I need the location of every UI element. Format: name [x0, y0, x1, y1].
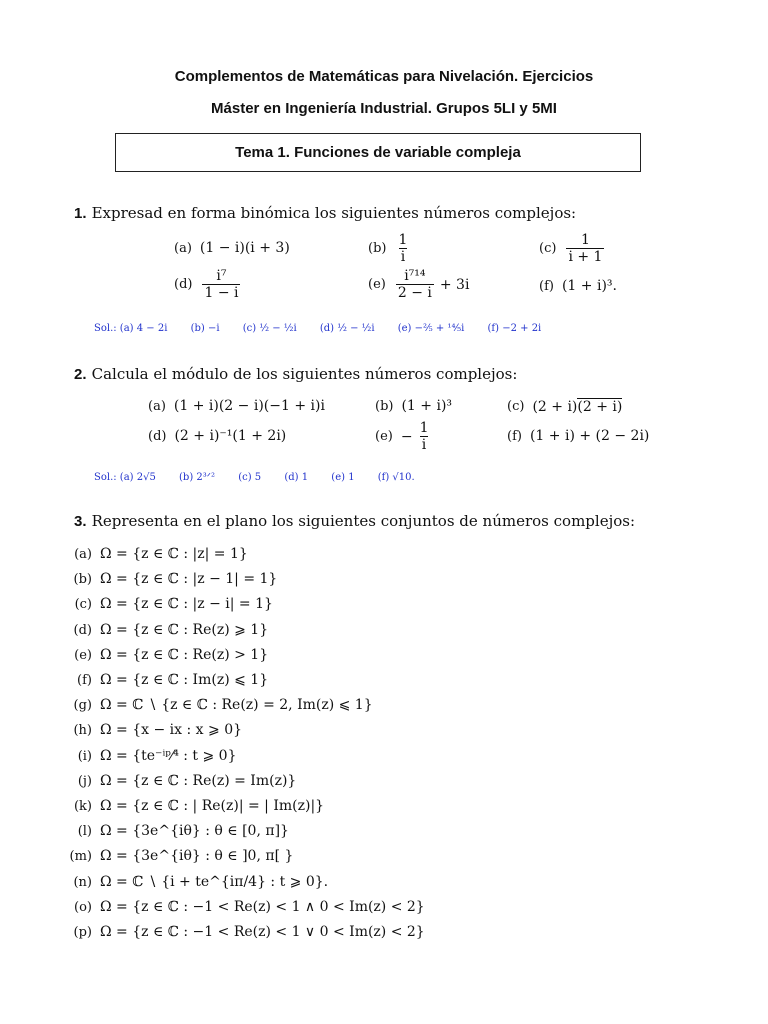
q1-item-f: [539, 278, 617, 294]
item-expression: Ω = {te⁻ⁱᵖ⁄⁴ : t ⩾ 0}: [100, 747, 237, 764]
item-expression: Ω = {z ∈ ℂ : Re(z) = Im(z)}: [100, 772, 297, 789]
q3-item-g: [62, 693, 425, 718]
question-1-heading: [74, 203, 576, 222]
item-expression: (1 + i)³: [401, 398, 453, 414]
item-expression: Ω = {z ∈ ℂ : |z| = 1}: [100, 546, 248, 562]
item-label: (b): [375, 398, 394, 414]
denominator: 1 − i: [204, 285, 239, 301]
q3-item-m: [62, 844, 425, 869]
item-expression: (2 + i): [532, 398, 578, 415]
item-label: (o): [74, 899, 92, 915]
q1-item-c: [539, 232, 606, 265]
q3-item-c: [62, 592, 425, 617]
item-expression: Ω = {3e^{iθ} : θ ∈ ]0, π[ }: [100, 848, 294, 865]
q3-item-l: [62, 819, 425, 844]
item-conjugate: (2 + i): [577, 399, 623, 415]
q3-item-o: [62, 895, 425, 920]
item-label: (e): [368, 277, 386, 292]
item-label: (n): [73, 874, 92, 890]
numerator: i⁷¹⁴: [404, 268, 426, 284]
item-label: (e): [375, 429, 393, 444]
q3-set-list: [62, 542, 425, 945]
solution: Sol.: (a) 2√5: [94, 472, 156, 483]
solution: (b) −i: [190, 323, 220, 334]
q1-item-b: [368, 232, 411, 265]
question-number: 1.: [74, 205, 87, 222]
item-expression: Ω = ℂ ∖ {z ∈ ℂ : Re(z) = 2, Im(z) ⩽ 1}: [100, 697, 373, 714]
item-expression: Ω = {z ∈ ℂ : |z − 1| = 1}: [100, 571, 278, 588]
item-label: (j): [77, 773, 92, 789]
item-label: (d): [73, 622, 92, 638]
fraction: [418, 420, 431, 453]
item-label: (i): [77, 748, 92, 764]
item-label: (a): [74, 547, 92, 562]
item-label: (f): [539, 278, 554, 294]
topic-title: Tema 1. Funciones de variable compleja: [235, 144, 521, 161]
item-label: (p): [73, 925, 92, 941]
fraction: [396, 232, 409, 265]
item-label: (f): [507, 428, 522, 444]
item-label: (b): [368, 241, 387, 256]
item-label: (d): [174, 277, 193, 292]
item-expression: Ω = {z ∈ ℂ : Im(z) ⩽ 1}: [100, 672, 269, 689]
item-expression: (1 + i) + (2 − 2i): [529, 428, 650, 444]
solution: (f) −2 + 2i: [487, 323, 542, 334]
item-label: (l): [77, 824, 92, 840]
solution: (d) 1: [284, 472, 309, 483]
item-label: (g): [73, 698, 92, 714]
item-label: (c): [507, 399, 525, 414]
item-expression: Ω = {z ∈ ℂ : −1 < Re(z) < 1 ∨ 0 < Im(z) < 2}: [100, 924, 425, 941]
q3-item-k: [62, 794, 425, 819]
q3-item-j: [62, 769, 425, 794]
q3-item-e: [62, 643, 425, 668]
q2-item-f: [507, 428, 649, 444]
q1-item-d: [174, 268, 242, 301]
solution: (c) 5: [238, 472, 262, 483]
item-label: (c): [539, 241, 557, 256]
item-expression: (1 + i)³.: [561, 278, 617, 294]
solution: (b) 2³ᐟ²: [179, 472, 216, 483]
fraction: [202, 268, 240, 301]
q2-item-a: [148, 398, 325, 414]
item-expression: (1 − i)(i + 3): [199, 240, 290, 256]
q3-item-f: [62, 668, 425, 693]
q2-item-d: [148, 428, 286, 444]
fraction: [396, 268, 434, 301]
question-text: Calcula el módulo de los siguientes números complejos:: [91, 365, 518, 383]
q3-item-n: [62, 870, 425, 895]
item-expression: Ω = {z ∈ ℂ : | Re(z)| = | Im(z)|}: [100, 798, 325, 815]
question-text: Expresad en forma binómica los siguientes números complejos:: [91, 204, 577, 222]
question-text: Representa en el plano los siguientes conjuntos de números complejos:: [91, 512, 636, 530]
item-label: (a): [174, 240, 192, 256]
solution: (c) ½ − ½i: [242, 323, 297, 334]
item-expression: Ω = {z ∈ ℂ : |z − i| = 1}: [100, 596, 273, 613]
item-expression: Ω = {x − ix : x ⩾ 0}: [100, 722, 243, 739]
q3-item-b: [62, 567, 425, 592]
denominator: i + 1: [568, 249, 603, 265]
fraction: [566, 232, 604, 265]
numerator: 1: [398, 232, 408, 248]
item-label: (b): [73, 572, 92, 588]
solution: Sol.: (a) 4 − 2i: [94, 323, 168, 334]
item-label: (c): [74, 597, 92, 613]
question-number: 2.: [74, 366, 87, 383]
numerator: 1: [419, 420, 429, 436]
q3-item-i: [62, 744, 425, 769]
item-expression: Ω = ℂ ∖ {i + te^{iπ/4} : t ⩾ 0}.: [100, 873, 329, 890]
question-3-heading: [74, 511, 635, 530]
item-expression: Ω = {3e^{iθ} : θ ∈ [0, π]}: [100, 823, 289, 840]
solution: (e) 1: [331, 472, 355, 483]
denominator: 2 − i: [397, 285, 432, 301]
item-expression: Ω = {z ∈ ℂ : Re(z) > 1}: [100, 646, 269, 663]
item-tail: + 3i: [439, 276, 470, 293]
document-title: Complementos de Matemáticas para Nivelación. Ejercicios: [174, 68, 594, 85]
q2-solutions: [94, 472, 435, 483]
item-label: (f): [77, 673, 92, 689]
question-2-heading: [74, 364, 517, 383]
q3-item-h: [62, 718, 425, 743]
q3-item-p: [62, 920, 425, 945]
item-expression: (2 + i)⁻¹(1 + 2i): [174, 428, 287, 444]
item-label: (e): [74, 647, 92, 663]
question-number: 3.: [74, 513, 87, 530]
numerator: 1: [580, 232, 590, 248]
q2-item-b: [375, 398, 452, 414]
denominator: i: [400, 249, 406, 265]
solution: (f) √10.: [377, 472, 415, 483]
solution: (d) ½ − ½i: [319, 323, 375, 334]
q3-item-a: [62, 542, 425, 567]
q2-item-e: [375, 420, 433, 453]
solution: (e) −⅖ + ¹⁴⁄₅i: [397, 323, 465, 334]
document-subtitle: Máster en Ingeniería Industrial. Grupos 5LI y 5MI: [211, 100, 557, 117]
item-expression: (1 + i)(2 − i)(−1 + i)i: [173, 398, 325, 414]
item-expression: Ω = {z ∈ ℂ : Re(z) ⩾ 1}: [100, 621, 269, 638]
topic-box: [115, 133, 641, 172]
item-label: (h): [73, 723, 92, 739]
q1-solutions: [94, 323, 561, 334]
q2-item-c: [507, 398, 622, 415]
item-label: (m): [69, 849, 92, 865]
q1-item-a: [174, 240, 290, 256]
item-label: (a): [148, 398, 166, 414]
q3-item-d: [62, 618, 425, 643]
numerator: i⁷: [216, 268, 227, 284]
item-prefix: −: [400, 428, 413, 445]
denominator: i: [421, 437, 427, 453]
item-expression: Ω = {z ∈ ℂ : −1 < Re(z) < 1 ∧ 0 < Im(z) < 2}: [100, 898, 425, 915]
item-label: (k): [73, 799, 92, 815]
q1-item-e: [368, 268, 469, 301]
item-label: (d): [148, 428, 167, 444]
